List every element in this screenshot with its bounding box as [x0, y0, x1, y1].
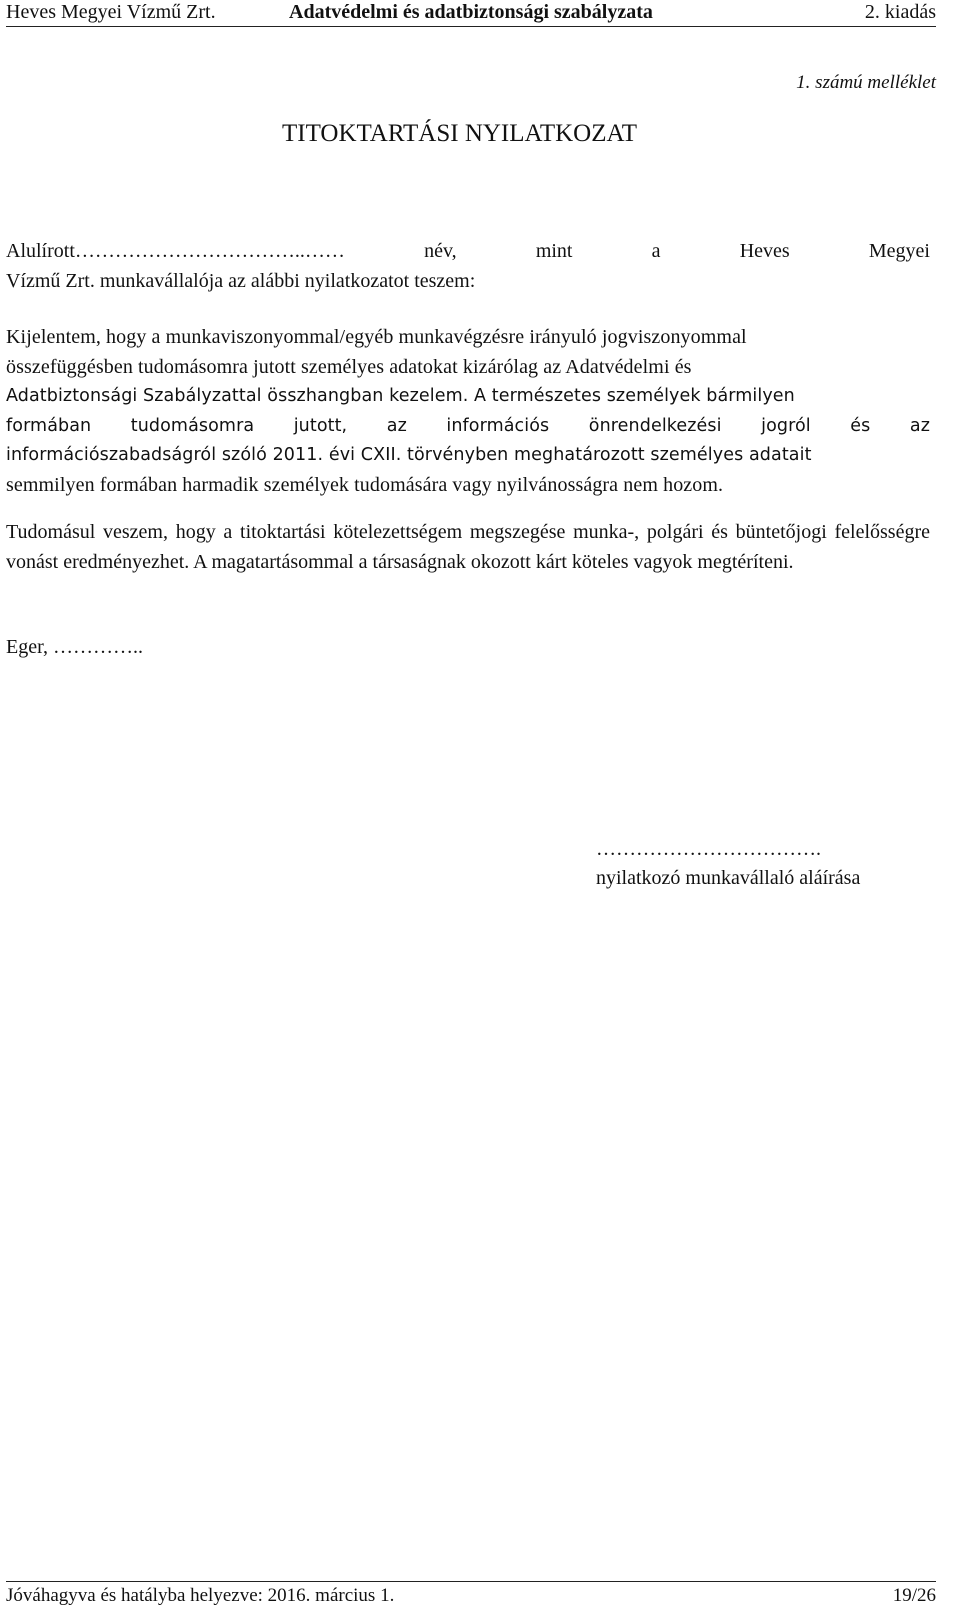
declaration-line: információszabadságról szóló 2011. évi CXII. törvényben meghatározott személyes adatait [6, 445, 812, 465]
footer-page-number: 19/26 [892, 1585, 936, 1606]
page-title: TITOKTARTÁSI NYILATKOZAT [282, 120, 638, 147]
declaration-paragraph [6, 323, 930, 500]
intro-paragraph [6, 237, 930, 296]
intro-word: mint [535, 240, 573, 262]
intro-word: a [651, 240, 661, 262]
place-date: Eger, ………….. [6, 636, 143, 658]
signature-label: nyilatkozó munkavállaló aláírása [596, 867, 861, 889]
header-document-title: Adatvédelmi és adatbiztonsági szabályzata [289, 1, 653, 23]
signature-block [596, 835, 860, 893]
header-edition: 2. kiadás [864, 1, 936, 23]
declaration-line-text: összefüggésben tudomásomra jutott személyes adatokat kizárólag az Adatvédelmi és [6, 355, 692, 378]
intro-line-2: Vízmű Zrt. munkavállalója az alábbi nyilatkozatot teszem: [6, 269, 476, 292]
footer-approval: Jóváhagyva és hatályba helyezve: 2016. március 1. [6, 1585, 395, 1606]
declaration-line: semmilyen formában harmadik személyek tudomására vagy nyilvánosságra nem hozom. [6, 473, 724, 496]
annex-label: 1. számú melléklet [796, 72, 936, 93]
intro-word: Alulírott……………………………..…… [6, 240, 345, 262]
page-header [6, 0, 936, 27]
declaration-line: Adatbiztonsági Szabályzattal összhangban kezelem. A természetes személyek bármilyen [6, 386, 795, 406]
intro-line-1 [6, 237, 930, 267]
intro-word: Megyei [868, 240, 930, 262]
declaration-line [6, 323, 930, 353]
page-footer [6, 1581, 936, 1606]
liability-paragraph: Tudomásul veszem, hogy a titoktartási kötelezettségem megszegése munka-, polgári és büntetőjogi felelősségre vonást eredményezhet. A magatartásommal a társaságnak okozott kárt köteles vagyok megtéríteni. [6, 521, 930, 573]
intro-word: név, [424, 240, 457, 262]
signature-line: ……………………………. [596, 838, 821, 860]
declaration-line [6, 353, 930, 383]
declaration-line-text: Kijelentem, hogy a munkaviszonyommal/egyéb munkavégzésre irányuló jogviszonyommal [6, 326, 747, 348]
header-company: Heves Megyei Vízmű Zrt. [6, 1, 216, 23]
intro-word: Heves [739, 240, 790, 262]
declaration-line: formában tudomásomra jutott, az információs önrendelkezési jogról és az [6, 415, 930, 436]
